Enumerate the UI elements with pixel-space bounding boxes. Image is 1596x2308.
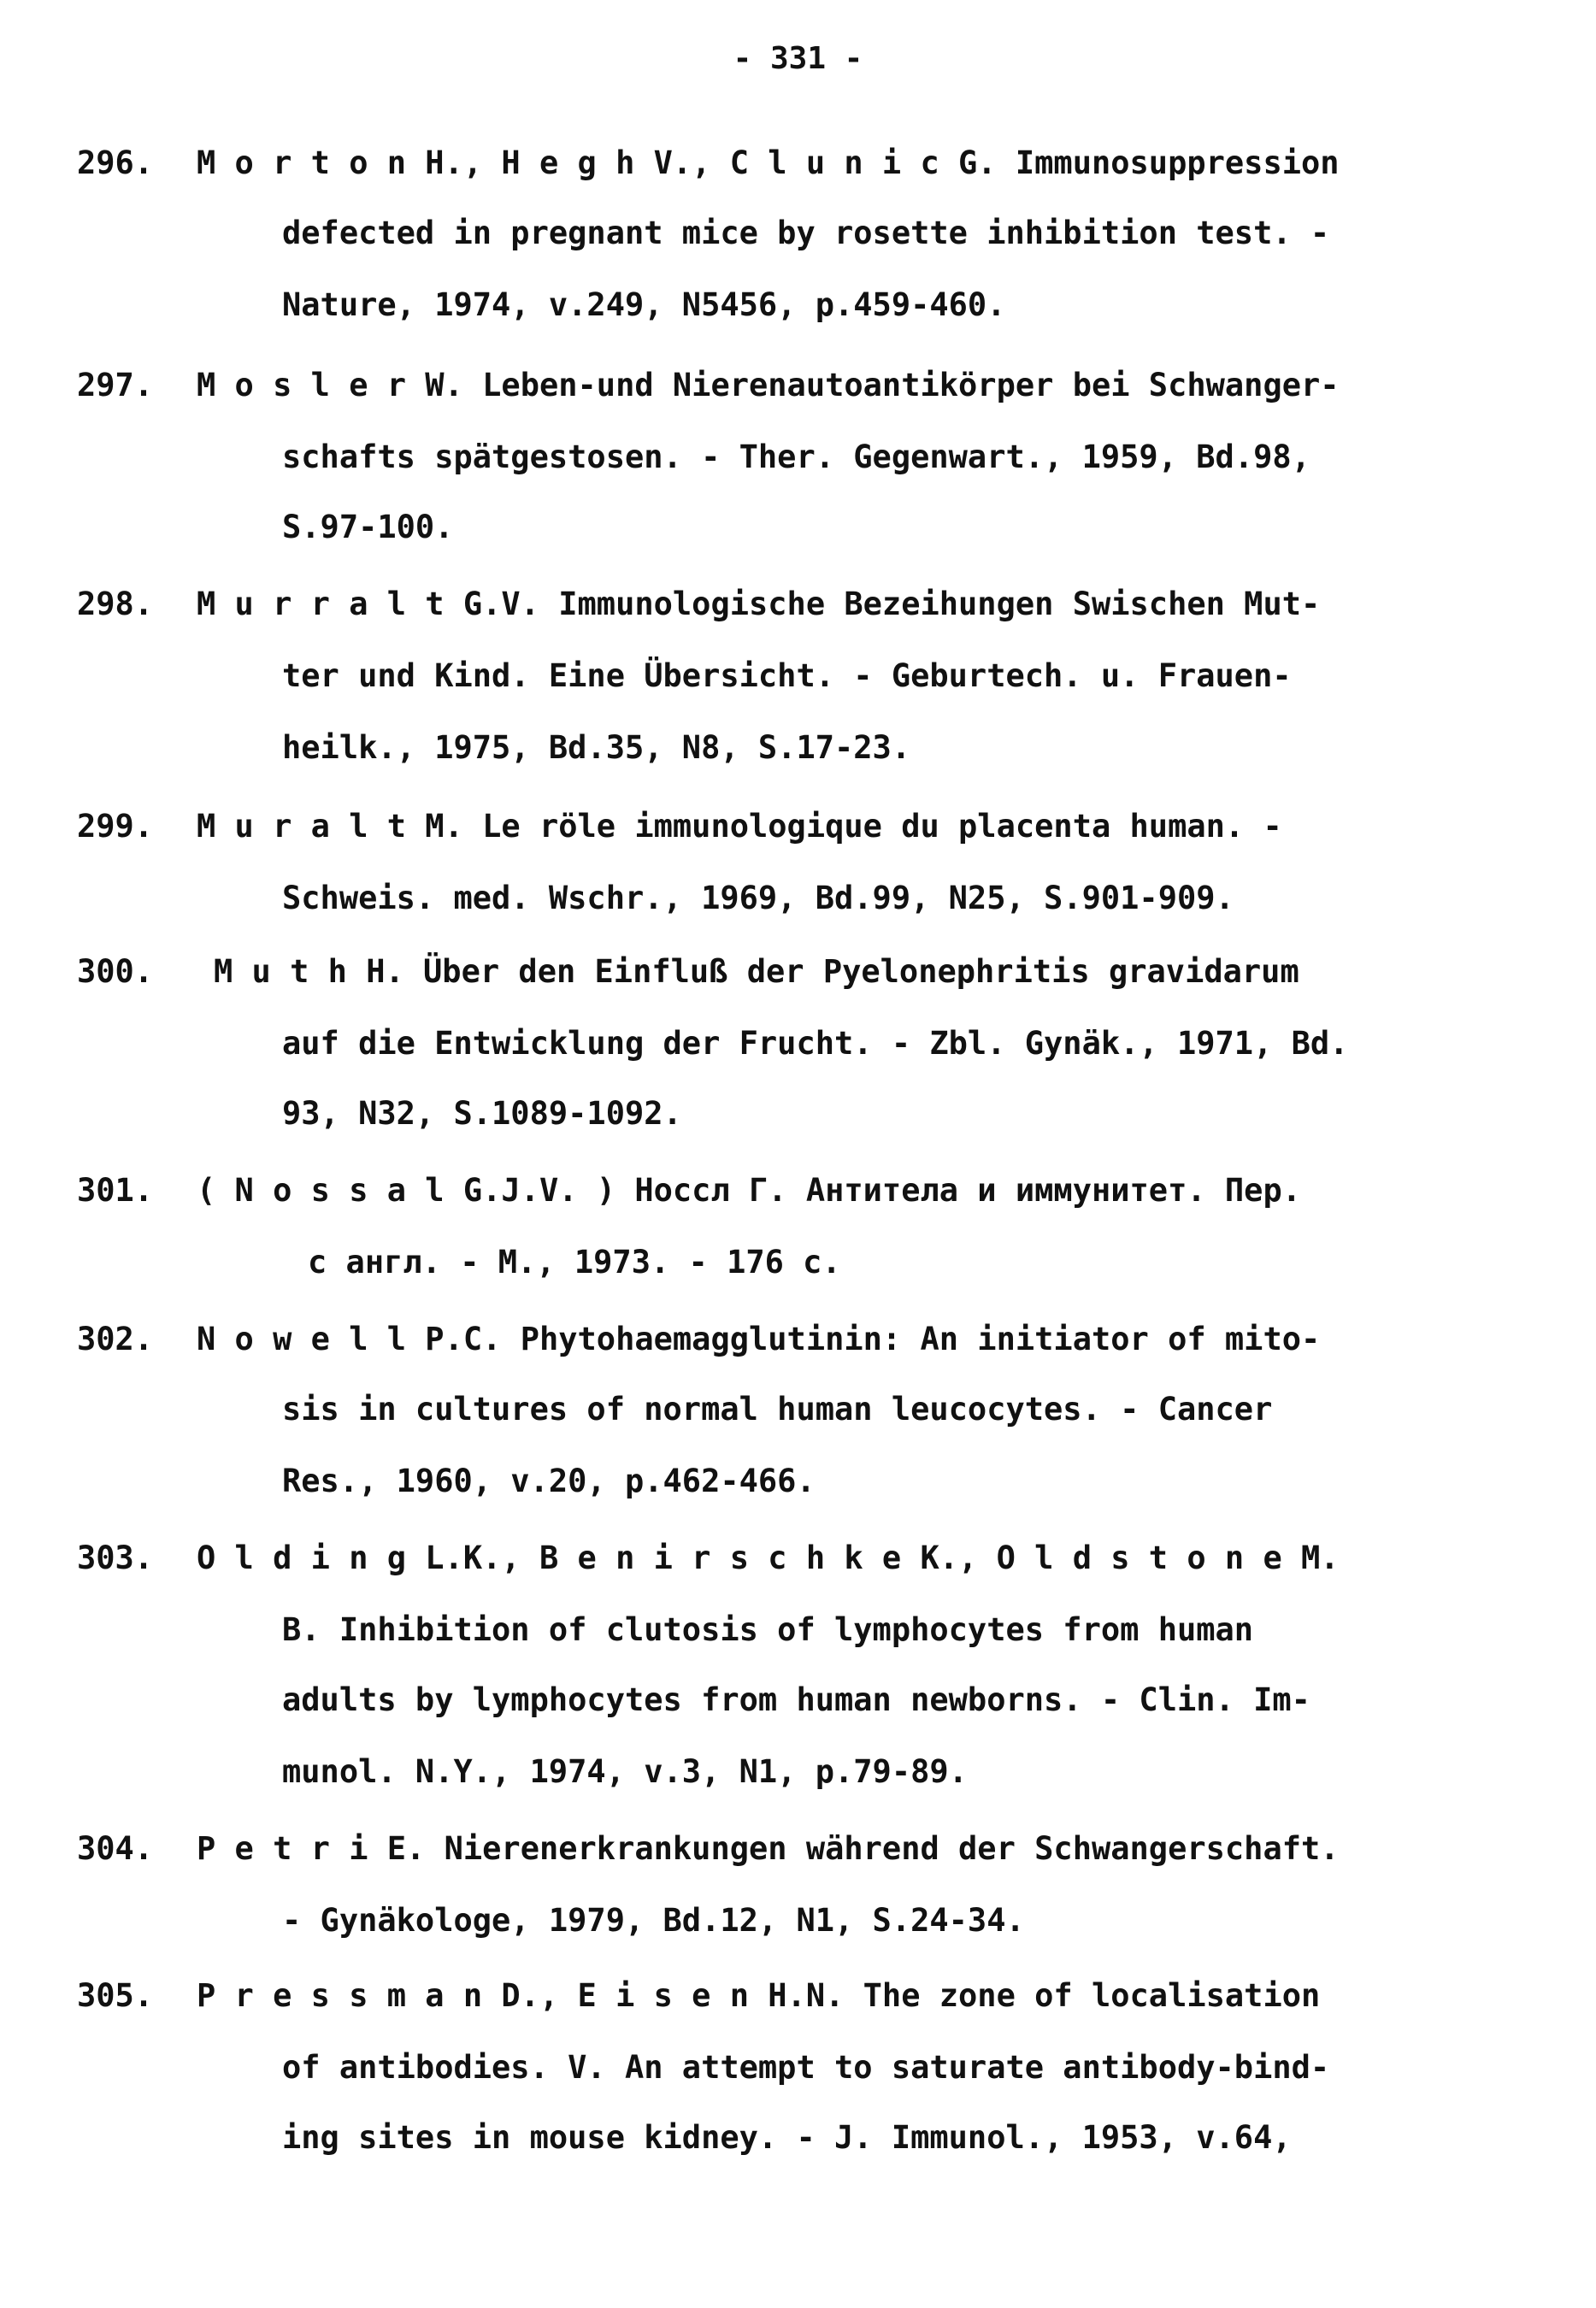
bibliography-entry <box>77 585 1547 766</box>
entry-line: M o s l e r W. Leben-und Nierenautoantikörper bei Schwanger- <box>197 367 1340 403</box>
entry-number: 304. <box>77 1830 154 1867</box>
entry-line: ing sites in mouse kidney. - J. Immunol., 1953, v.64, <box>282 2119 1292 2156</box>
entry-line: S.97-100. <box>282 509 454 545</box>
entry-line: of antibodies. V. An attempt to saturate antibody-bind- <box>282 2049 1330 2086</box>
entry-line: P r e s s m a n D., E i s e n H.N. The zone of localisation <box>197 1977 1321 2014</box>
entry-line: defected in pregnant mice by rosette inhibition test. - <box>282 215 1330 251</box>
entry-line: sis in cultures of normal human leucocytes. - Cancer <box>282 1391 1273 1428</box>
entry-line: Res., 1960, v.20, p.462-466. <box>282 1463 816 1499</box>
entry-number: 305. <box>77 1977 154 2014</box>
entry-number: 302. <box>77 1321 154 1357</box>
entry-line: - Gynäkologe, 1979, Bd.12, N1, S.24-34. <box>282 1902 1025 1939</box>
bibliography-entry <box>77 1976 1547 2156</box>
entry-line: 93, N32, S.1089-1092. <box>282 1095 682 1132</box>
entry-line: с англ. - М., 1973. - 176 с. <box>308 1244 841 1281</box>
entry-line: P e t r i E. Nierenerkrankungen während der Schwangerschaft. <box>197 1830 1340 1867</box>
entry-line: O l d i n g L.K., B e n i r s c h k e K., O l d s t o n e M. <box>197 1540 1340 1576</box>
bibliography-entry <box>77 807 1547 916</box>
entry-line: M u r r a l t G.V. Immunologische Bezeihungen Swischen Mut- <box>197 586 1321 622</box>
entry-number: 301. <box>77 1172 154 1209</box>
entry-line: heilk., 1975, Bd.35, N8, S.17-23. <box>282 729 911 766</box>
entry-line: M u r a l t M. Le röle immunologique du placenta human. - <box>197 808 1282 845</box>
bibliography-entry <box>77 1320 1547 1499</box>
entry-line: M u t h H. Über den Einfluß der Pyelonephritis gravidarum <box>214 953 1299 990</box>
bibliography-entry <box>77 1539 1547 1790</box>
entry-number: 296. <box>77 144 154 181</box>
entry-number: 300. <box>77 953 154 990</box>
entry-line: Schweis. med. Wschr., 1969, Bd.99, N25, S.901-909. <box>282 880 1234 916</box>
entry-line: munol. N.Y., 1974, v.3, N1, p.79-89. <box>282 1753 968 1790</box>
entry-line: auf die Entwicklung der Frucht. - Zbl. Gynäk., 1971, Bd. <box>282 1025 1349 1062</box>
entry-line: schafts spätgestosen. - Ther. Gegenwart., 1959, Bd.98, <box>282 439 1310 475</box>
entry-line: ter und Kind. Eine Übersicht. - Geburtech. u. Frauen- <box>282 657 1292 694</box>
entry-number: 298. <box>77 586 154 622</box>
entry-number: 297. <box>77 367 154 403</box>
entry-line: M o r t o n H., H e g h V., C l u n i c G. Immunosuppression <box>197 144 1340 181</box>
bibliography-entry <box>77 952 1547 1132</box>
entry-number: 299. <box>77 808 154 845</box>
entry-line: ( N o s s a l G.J.V. ) Носсл Г. Антитела и иммунитет. Пер. <box>197 1172 1302 1209</box>
bibliography-entry <box>77 1171 1547 1281</box>
entry-line: adults by lymphocytes from human newborns. - Clin. Im- <box>282 1681 1310 1718</box>
bibliography-entry <box>77 144 1547 323</box>
bibliography-entry <box>77 1829 1547 1939</box>
entry-number: 303. <box>77 1540 154 1576</box>
entry-line: N o w e l l P.C. Phytohaemagglutinin: An initiator of mito- <box>197 1321 1321 1357</box>
entry-line: B. Inhibition of clutosis of lymphocytes from human <box>282 1611 1254 1648</box>
bibliography-entry <box>77 366 1547 545</box>
entry-line: Nature, 1974, v.249, N5456, p.459-460. <box>282 286 1006 323</box>
page-number: - 331 - <box>733 41 863 76</box>
